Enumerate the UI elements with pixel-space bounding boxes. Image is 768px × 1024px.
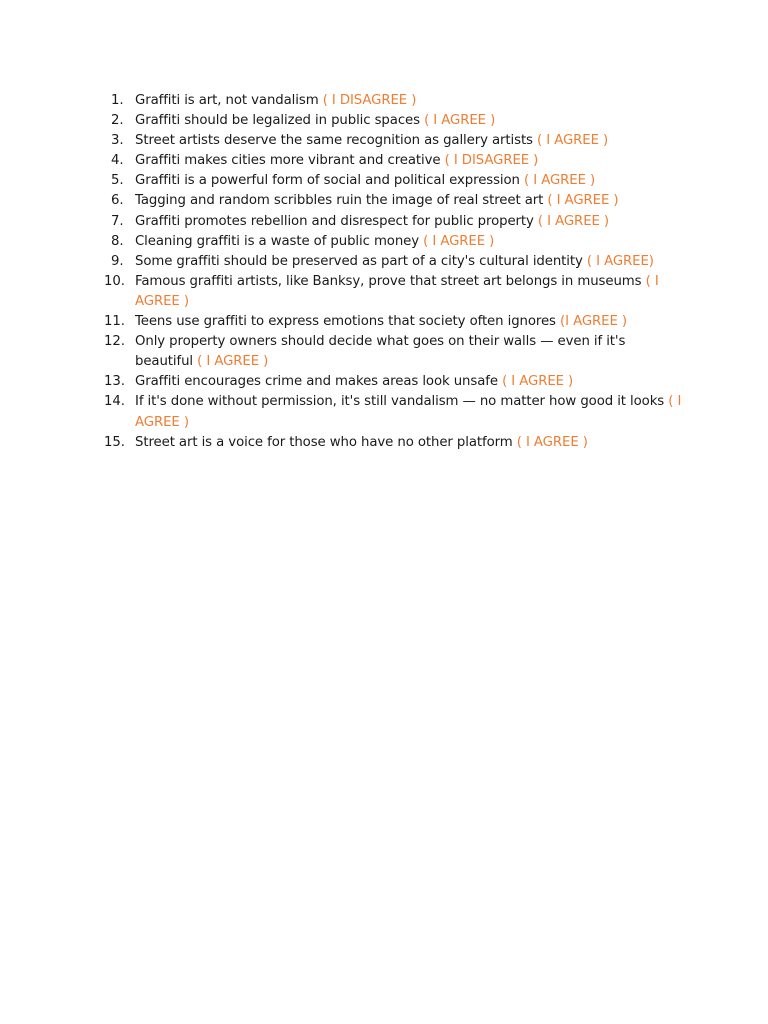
statement-item	[104, 312, 684, 332]
answer-label: (I AGREE )	[560, 314, 627, 330]
item-number: 9.	[111, 253, 124, 269]
item-number: 5.	[111, 173, 124, 189]
statement-text: Graffiti is a powerful form of social and political expression	[135, 173, 520, 189]
statement-item	[104, 91, 684, 111]
item-number: 12.	[104, 334, 125, 350]
statement-item	[104, 111, 684, 131]
answer-label: ( I AGREE )	[516, 434, 588, 450]
statement-text: Graffiti promotes rebellion and disrespect for public property	[135, 213, 534, 229]
statement-item	[104, 252, 684, 272]
answer-label: ( I AGREE )	[537, 133, 609, 149]
item-number: 14.	[104, 394, 125, 410]
item-number: 3.	[111, 133, 124, 149]
statement-text: Famous graffiti artists, like Banksy, prove that street art belongs in museums	[135, 273, 642, 289]
statement-item	[104, 171, 684, 191]
statement-text: Street art is a voice for those who have no other platform	[135, 434, 513, 450]
statement-text: Some graffiti should be preserved as part of a city's cultural identity	[135, 253, 583, 269]
item-number: 8.	[111, 233, 124, 249]
answer-label: ( I AGREE )	[424, 113, 496, 129]
statement-text: Graffiti makes cities more vibrant and creative	[135, 153, 441, 169]
statement-item	[104, 212, 684, 232]
statement-text: Cleaning graffiti is a waste of public money	[135, 233, 420, 249]
statement-item	[104, 392, 684, 432]
answer-label: ( I DISAGREE )	[444, 153, 539, 169]
answer-label: ( I AGREE )	[502, 374, 574, 390]
answer-label: ( I AGREE )	[197, 354, 269, 370]
answer-label: ( I AGREE)	[586, 253, 654, 269]
item-number: 1.	[111, 93, 124, 108]
answer-label: ( I AGREE )	[537, 213, 610, 229]
statement-text: Graffiti should be legalized in public spaces	[135, 113, 420, 129]
statement-text: If it's done without permission, it's still vandalism — no matter how good it looks	[135, 394, 665, 410]
item-number: 13.	[104, 374, 125, 390]
item-number: 6.	[111, 193, 124, 209]
statement-text: Street artists deserve the same recognition as gallery artists	[135, 133, 533, 149]
statement-text: Teens use graffiti to express emotions that society often ignores	[135, 314, 556, 330]
statement-item	[104, 433, 684, 453]
item-number: 7.	[111, 213, 124, 229]
answer-label: ( I AGREE )	[135, 394, 682, 430]
item-number: 2.	[111, 113, 124, 129]
statement-item	[104, 131, 684, 151]
statement-text: Only property owners should decide what goes on their walls — even if it's beautiful	[135, 334, 626, 370]
statement-item	[104, 272, 684, 312]
statement-text: Tagging and random scribbles ruin the image of real street art	[135, 193, 544, 209]
answer-label: ( I AGREE )	[547, 193, 619, 209]
item-number: 10.	[104, 273, 125, 289]
statement-item	[104, 191, 684, 211]
statement-item	[104, 151, 684, 171]
item-number: 4.	[111, 153, 124, 169]
answer-label: ( I DISAGREE )	[322, 93, 417, 108]
item-number: 15.	[104, 434, 125, 450]
statement-text: Graffiti is art, not vandalism	[135, 93, 319, 108]
answer-label: ( I AGREE )	[423, 233, 495, 249]
answer-label: ( I AGREE )	[524, 173, 596, 189]
item-number: 11.	[104, 314, 125, 330]
statement-item	[104, 232, 684, 252]
statement-text: Graffiti encourages crime and makes areas look unsafe	[135, 374, 498, 390]
answer-label: ( I AGREE )	[135, 273, 659, 309]
statement-list	[104, 91, 684, 453]
statement-item	[104, 372, 684, 392]
statement-item	[104, 332, 684, 372]
